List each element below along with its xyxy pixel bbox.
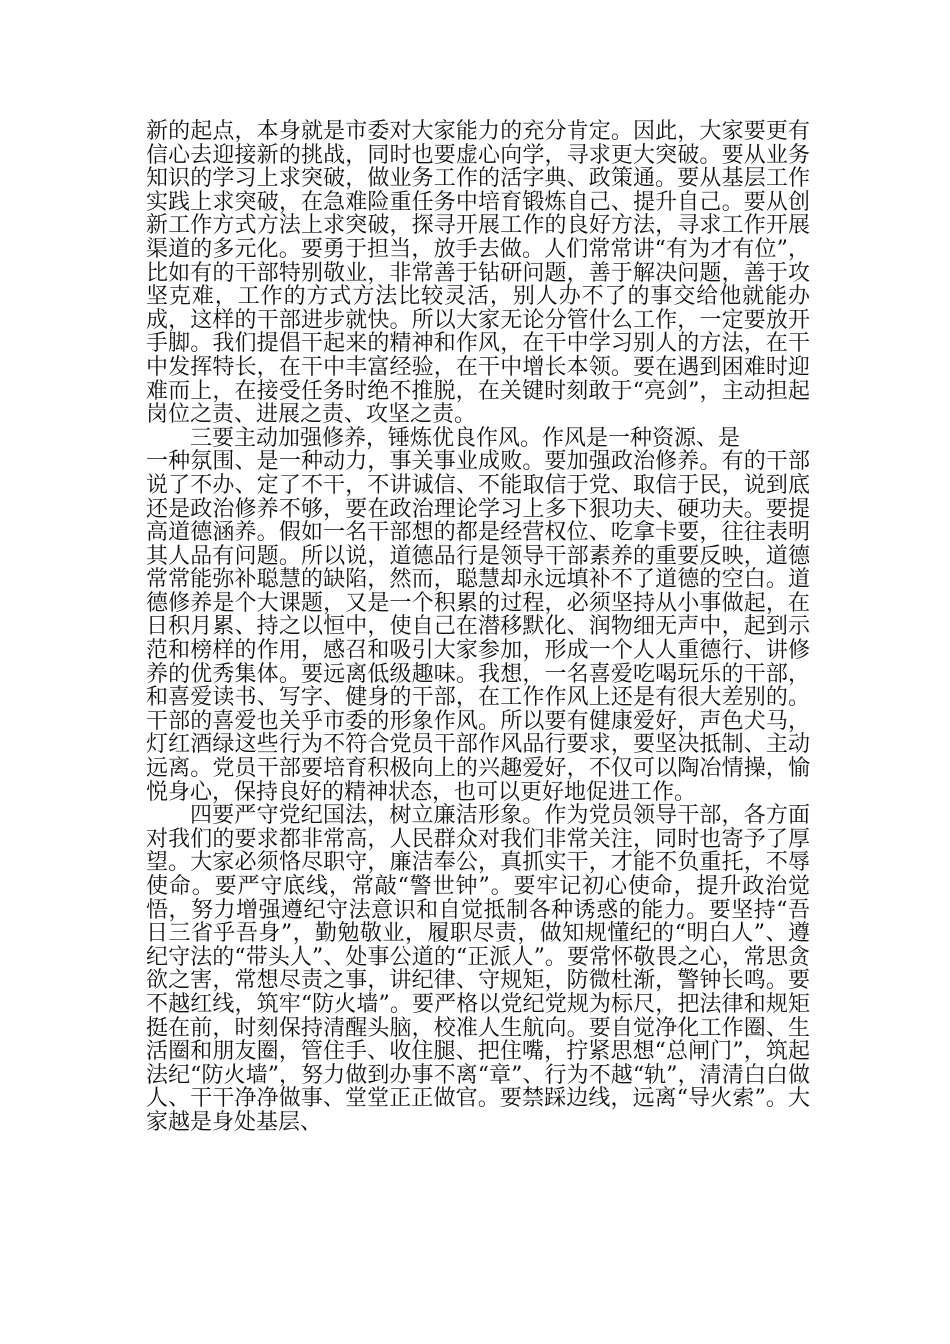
document-body bbox=[146, 120, 810, 1135]
paragraph-1: 新的起点，本身就是市委对大家能力的充分肯定。因此，大家要更有信心去迎接新的挑战，同时也要虚心向学，寻求更大突破。要从业务知识的学习上求突破，做业务工作的活字典、政策通。要从基层工作实践上求突破，在急难险重任务中培育锻炼自己、提升自己。要从创新工作方式方法上求突破，探寻开展工作的良好方法，寻求工作开展渠道的多元化。要勇于担当，放手去做。人们常常讲“有为才有位”，比如有的干部特别敬业，非常善于钻研问题，善于解决问题，善于攻坚克难，工作的方式方法比较灵活，别人办不了的事交给他就能办成，这样的干部进步就快。所以大家无论分管什么工作，一定要放开手脚。我们提倡干起来的精神和作风，在干中学习别人的方法，在干中发挥特长，在干中丰富经验，在干中增长本领。要在遇到困难时迎难而上，在接受任务时绝不推脱，在关键时刻敢于“亮剑”，主动担起岗位之责、进展之责、攻坚之责。 bbox=[146, 119, 810, 428]
paragraph-4: 四要严守党纪国法，树立廉洁形象。作为党员领导干部，各方面对我们的要求都非常高，人民群众对我们非常关注，同时也寄予了厚望。大家必须恪尽职守，廉洁奉公，真抓实干，才能不负重托，不辱使命。要严守底线，常敲“警世钟”。要牢记初心使命，提升政治觉悟，努力增强遵纪守法意识和自觉抵制各种诱惑的能力。要坚持“吾日三省乎吾身”，勤勉敬业，履职尽责，做知规懂纪的“明白人”、遵纪守法的“带头人”、处事公道的“正派人”。要常怀敬畏之心，常思贪欲之害，常想尽责之事，讲纪律、守规矩，防微杜渐，警钟长鸣。要不越红线，筑牢“防火墙”。要严格以党纪党规为标尺，把法律和规矩挺在前，时刻保持清醒头脑，校准人生航向。要自觉净化工作圈、生活圈和朋友圈，管住手、收住腿、把住嘴，拧紧思想“总闸门”，筑起法纪“防火墙”，努力做到办事不离“章”、行为不越“轨”，清清白白做人、干干净净做事、堂堂正正做官。要禁踩边线，远离“导火索”。大家越是身处基层、 bbox=[146, 803, 810, 1135]
paragraph-3: 一种氛围、是一种动力，事关事业成败。要加强政治修养。有的干部说了不办、定了不干，不讲诚信、不能取信于党、取信于民，说到底还是政治修养不够，要在政治理论学习上多下狠功夫、硬功夫。要提高道德涵养。假如一名干部想的都是经营权位、吃拿卡要，往往表明其人品有问题。所以说，道德品行是领导干部素养的重要反映，道德常常能弥补聪慧的缺陷，然而，聪慧却永远填补不了道德的空白。道德修养是个大课题，又是一个积累的过程，必须坚持从小事做起，在日积月累、持之以恒中，使自己在潜移默化、润物细无声中，起到示范和榜样的作用，感召和吸引大家参加，形成一个人人重德行、讲修养的优秀集体。要远离低级趣味。我想，一名喜爱吃喝玩乐的干部，和喜爱读书、写字、健身的干部，在工作作风上还是有很大差别的。干部的喜爱也关乎市委的形象作风。所以要有健康爱好，声色犬马，灯红酒绿这些行为不符合党员干部作风品行要求，要坚决抵制、主动远离。党员干部要培育积极向上的兴趣爱好，不仅可以陶冶情操，愉悦身心，保持良好的精神状态，也可以更好地促进工作。 bbox=[146, 449, 810, 805]
paragraph-2: 三要主动加强修养，锤炼优良作风。作风是一种资源、是 bbox=[190, 425, 741, 451]
